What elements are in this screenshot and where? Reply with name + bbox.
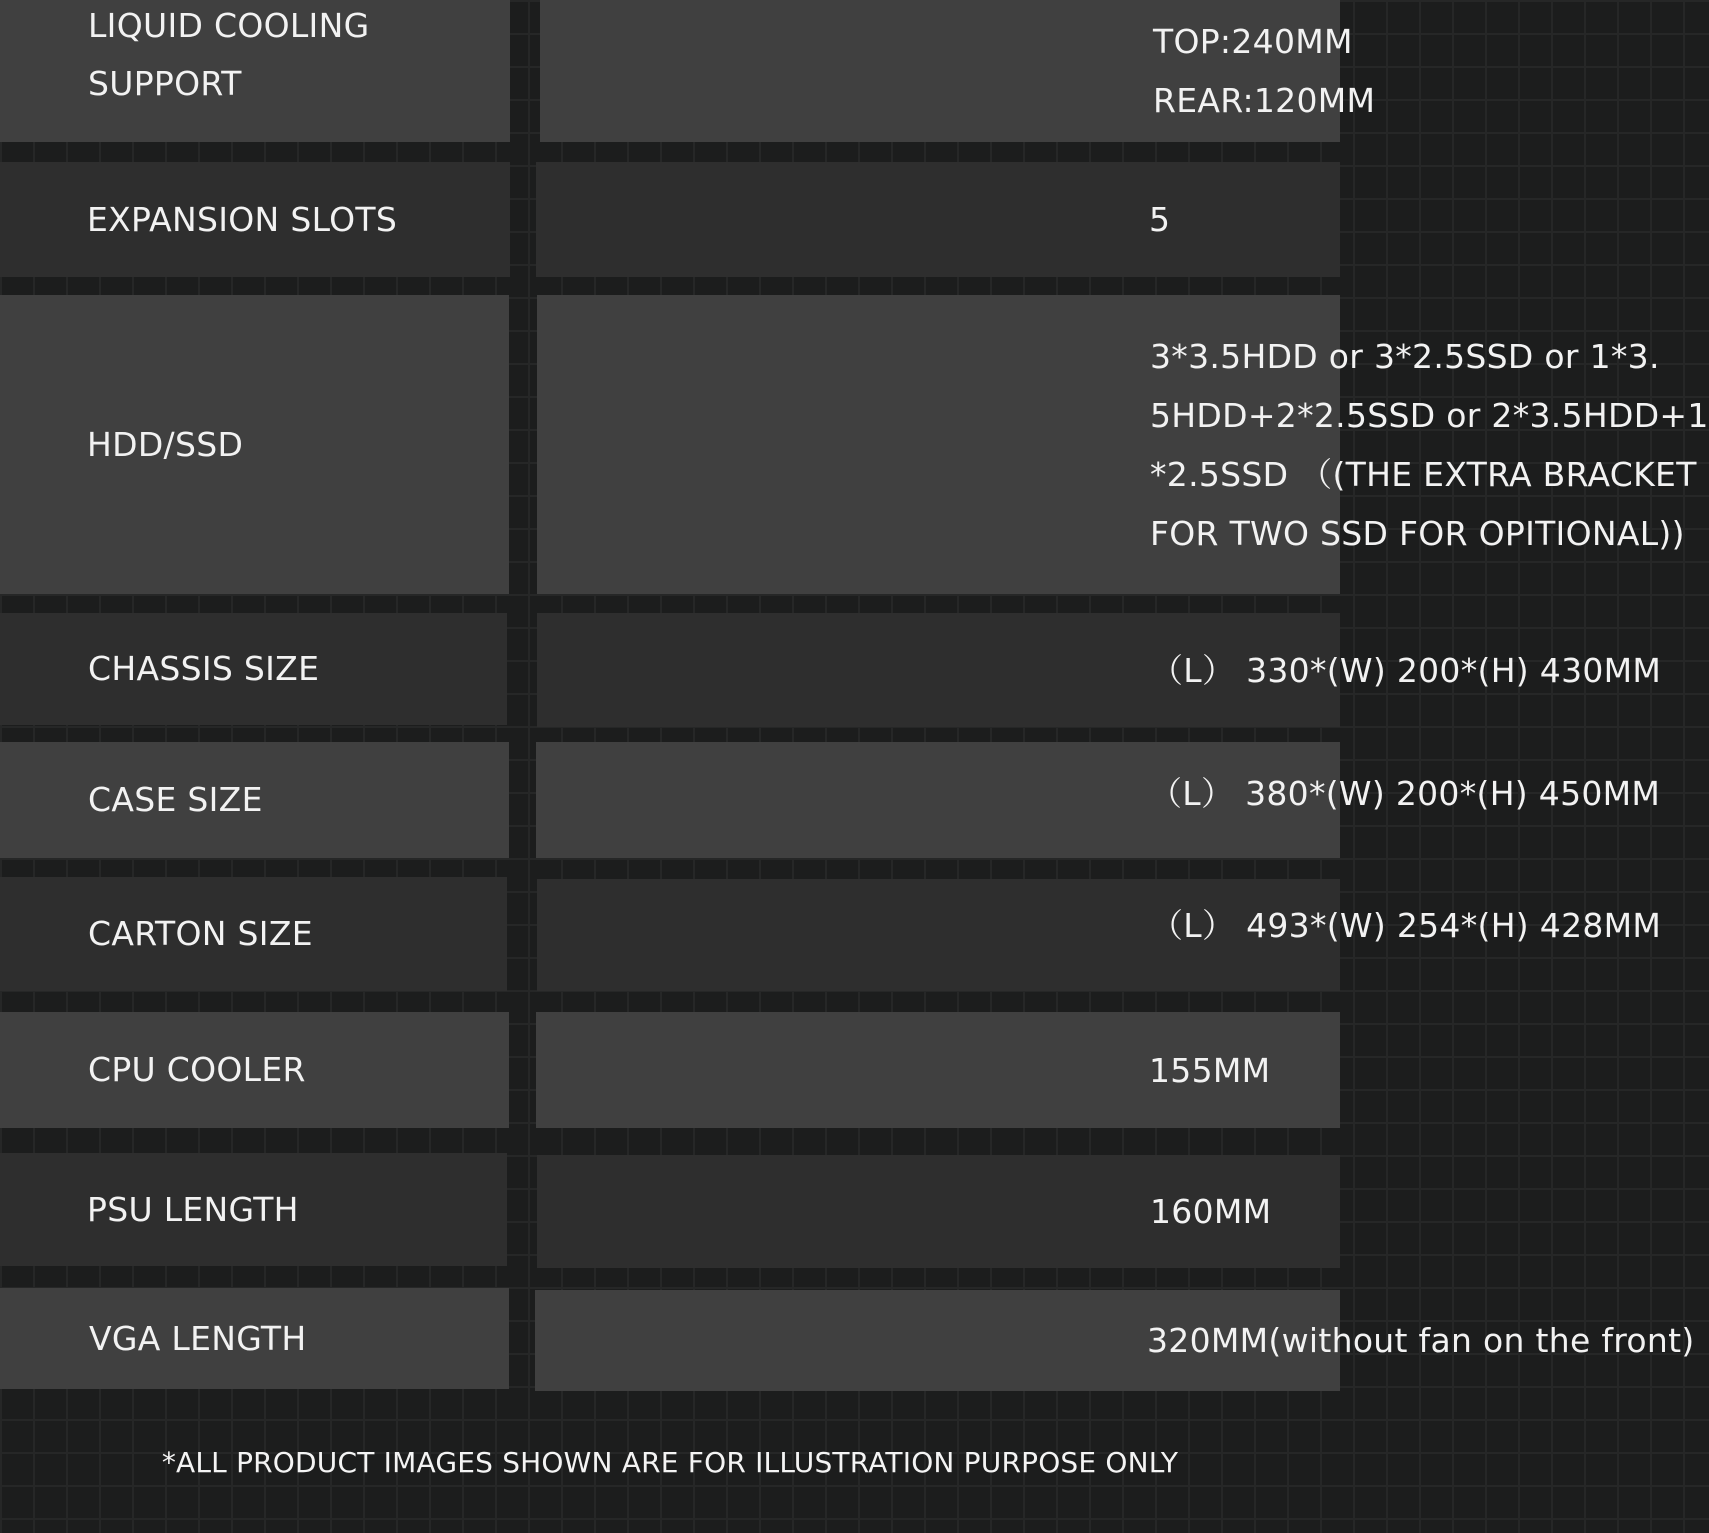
spec-label-line: CPU COOLER — [88, 1050, 306, 1089]
spec-label-line: CARTON SIZE — [88, 914, 313, 953]
spec-value-case-size — [536, 742, 1661, 858]
spec-value-line: 3*3.5HDD or 3*2.5SSD or 1*3. — [1150, 336, 1660, 376]
spec-value-hdd-ssd — [537, 295, 1709, 594]
spec-value-line: 155MM — [1149, 1051, 1271, 1090]
spec-value-chassis-size — [537, 613, 1662, 727]
spec-value-line: *2.5SSD （(THE EXTRA BRACKET — [1150, 454, 1697, 494]
spec-label-line: PSU LENGTH — [87, 1189, 299, 1229]
spec-value-carton-size — [537, 879, 1662, 991]
spec-label-line: CASE SIZE — [88, 780, 263, 819]
spec-value-line: （L） 330*(W) 200*(H) 430MM — [1150, 650, 1662, 690]
spec-label-line: EXPANSION SLOTS — [87, 199, 398, 239]
spec-value-line: 5HDD+2*2.5SSD or 2*3.5HDD+1 — [1150, 395, 1709, 435]
spec-value-liquid-cooling — [540, 0, 1376, 142]
spec-label-expansion-slots — [0, 162, 510, 277]
spec-label-hdd-ssd — [0, 295, 509, 594]
spec-label-liquid-cooling — [0, 0, 510, 142]
spec-value-vga-length — [535, 1290, 1695, 1391]
spec-label-line: SUPPORT — [88, 64, 242, 103]
spec-label-line: HDD/SSD — [87, 424, 244, 464]
spec-label-line: VGA LENGTH — [89, 1318, 307, 1358]
spec-label-carton-size — [0, 877, 507, 991]
spec-value-expansion-slots — [536, 162, 1340, 277]
spec-value-line: 160MM — [1150, 1192, 1272, 1231]
spec-label-vga-length — [0, 1288, 509, 1389]
spec-value-line: TOP:240MM — [1153, 22, 1353, 61]
spec-label-chassis-size — [0, 613, 507, 725]
spec-label-line: LIQUID COOLING — [88, 6, 370, 45]
spec-value-line: 320MM(without fan on the front) — [1147, 1321, 1695, 1360]
spec-value-line: 5 — [1149, 200, 1171, 239]
spec-label-case-size — [0, 742, 509, 858]
spec-label-line: CHASSIS SIZE — [88, 649, 320, 688]
spec-value-cpu-cooler — [536, 1012, 1340, 1128]
spec-label-psu-length — [0, 1153, 507, 1266]
spec-label-cpu-cooler — [0, 1012, 509, 1128]
spec-value-line: FOR TWO SSD FOR OPITIONAL)) — [1150, 513, 1685, 553]
spec-value-psu-length — [537, 1155, 1340, 1268]
spec-value-line: （L） 493*(W) 254*(H) 428MM — [1150, 906, 1662, 945]
spec-value-line: REAR:120MM — [1153, 81, 1376, 120]
spec-value-line: （L） 380*(W) 200*(H) 450MM — [1149, 774, 1661, 813]
disclaimer-text: *ALL PRODUCT IMAGES SHOWN ARE FOR ILLUSTRATION PURPOSE ONLY — [161, 1446, 1179, 1479]
